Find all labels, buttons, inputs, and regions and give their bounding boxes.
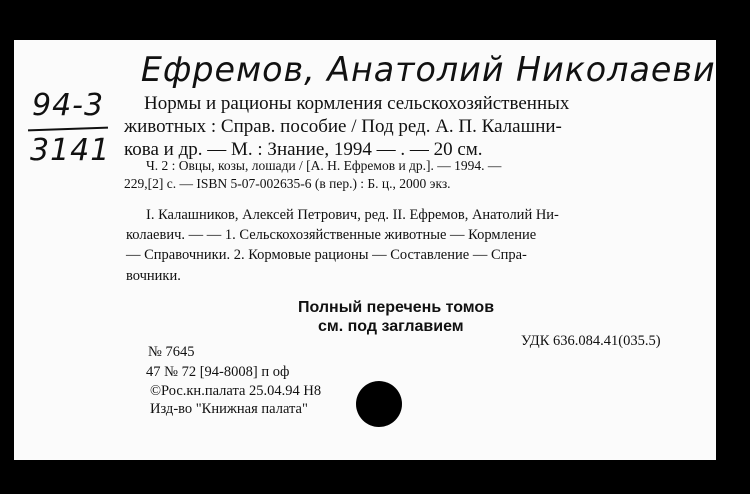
card-number: № 7645 [148, 344, 195, 360]
title-line-3: кова и др. — М. : Знание, 1994 — . — 20 см. [124, 139, 483, 160]
scan-border-top [0, 0, 750, 40]
volume-line-1: Ч. 2 : Овцы, козы, лошади / [А. Н. Ефремов и др.]. — 1994. — [146, 158, 502, 173]
note-line-1: Полный перечень томов [298, 299, 495, 316]
tracing-line-2: колаевич. — — 1. Сельскохозяйственные животные — Кормление [126, 227, 537, 243]
publisher-line: Изд-во "Книжная палата" [150, 401, 308, 417]
udk-code: УДК 636.084.41(035.5) [521, 333, 661, 349]
tracing-line-3: — Справочники. 2. Кормовые рационы — Составление — Спра- [126, 247, 527, 263]
order-line: 47 № 72 [94-8008] п оф [146, 364, 290, 380]
shelf-code-top: 94-3 [32, 88, 105, 123]
copyright-line: ©Рос.кн.палата 25.04.94 Н8 [150, 383, 322, 399]
note-line-2: см. под заглавием [318, 318, 464, 335]
tracing-line-4: вочники. [126, 268, 181, 284]
punch-hole [356, 381, 402, 427]
scan-border-bottom [0, 460, 750, 494]
scan-border-right [716, 0, 750, 494]
title-line-2: животных : Справ. пособие / Под ред. А. П. Калашни- [124, 116, 562, 137]
scan-border-left [0, 0, 14, 494]
volume-line-2: 229,[2] с. — ISBN 5-07-002635-6 (в пер.) : Б. ц., 2000 экз. [124, 176, 451, 191]
tracing-line-1: I. Калашников, Алексей Петрович, ред. II. Ефремов, Анатолий Ни- [146, 207, 559, 223]
handwritten-author: Ефремов, Анатолий Николаеви [140, 50, 716, 90]
title-line-1: Нормы и рационы кормления сельскохозяйственных [144, 93, 570, 114]
shelf-code-bottom: 3141 [30, 133, 111, 168]
